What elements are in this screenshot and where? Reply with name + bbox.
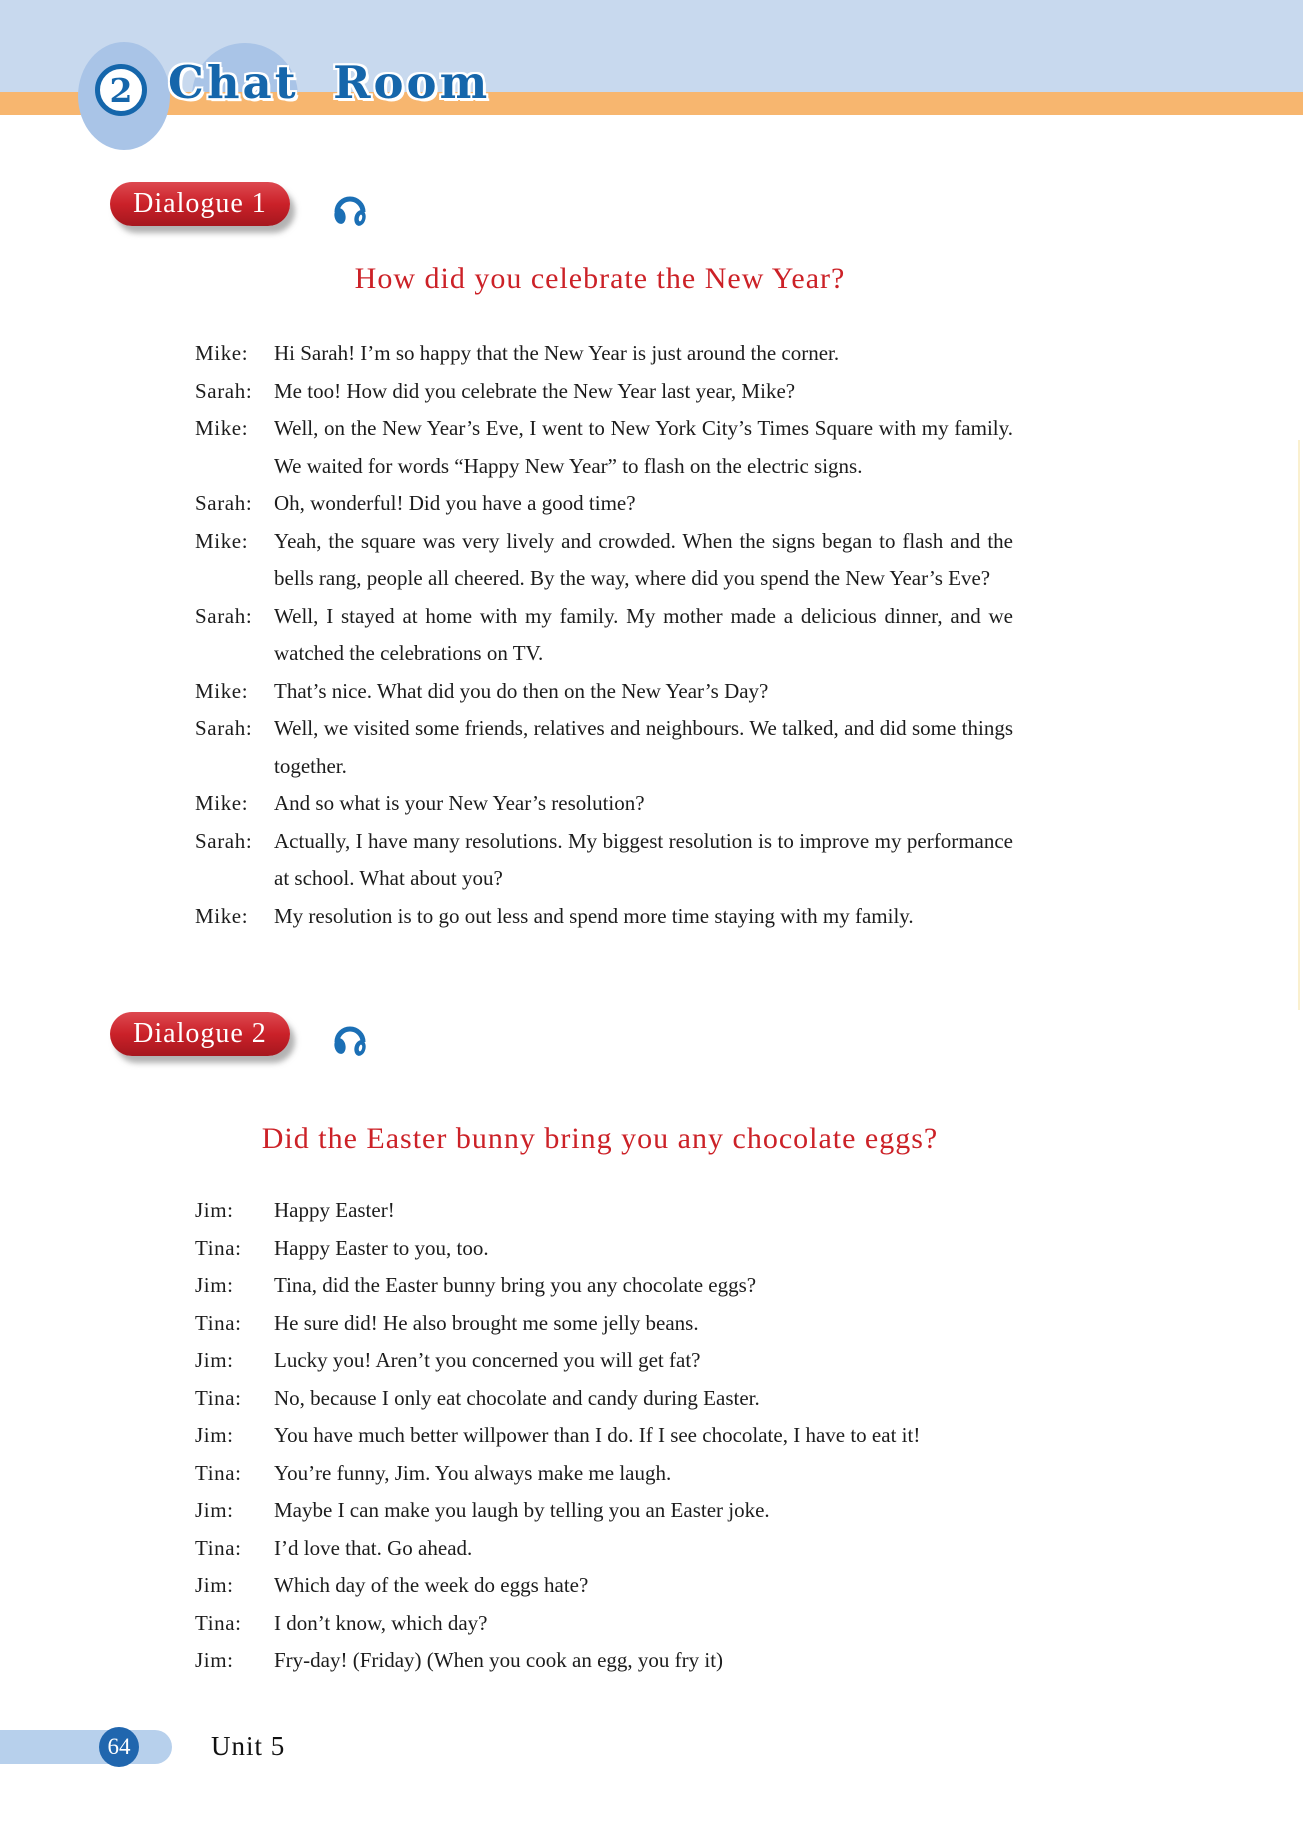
- speaker-label: Mike:: [195, 528, 249, 553]
- utterance-text: Yeah, the square was very lively and crowded. When the signs began to flash and the bells rang, people all cheered. By the way, where did you spend the New Year’s Eve?: [274, 528, 1013, 590]
- unit-label: Unit 5: [211, 1731, 286, 1761]
- dialogue-line: [195, 335, 1013, 373]
- dialogue-line: [195, 1455, 1013, 1493]
- dialogue-line: [195, 523, 1013, 598]
- utterance-text: Well, on the New Year’s Eve, I went to New York City’s Times Square with my family. We waited for words “Happy New Year” to flash on the electric signs.: [274, 416, 1013, 478]
- speaker-label: Jim:: [195, 1273, 234, 1297]
- dialogue-1-text: [195, 335, 1013, 935]
- dialogue-2-badge-label: Dialogue 2: [133, 1018, 267, 1049]
- dialogue-2-title: Did the Easter bunny bring you any chocolate eggs?: [261, 1122, 939, 1155]
- page-edge-accent: [1298, 440, 1300, 1010]
- utterance-text: You have much better willpower than I do. If I see chocolate, I have to eat it!: [274, 1423, 921, 1447]
- utterance-text: Well, we visited some friends, relatives and neighbours. We talked, and did some things together.: [274, 716, 1013, 778]
- dialogue-line: [195, 898, 1013, 936]
- utterance-text: No, because I only eat chocolate and candy during Easter.: [274, 1385, 760, 1410]
- speaker-label: Mike:: [195, 416, 249, 440]
- dialogue-2-text: [195, 1192, 1013, 1680]
- dialogue-1-badge-label: Dialogue 1: [133, 188, 267, 219]
- speaker-label: Tina:: [195, 1235, 242, 1260]
- headphones-icon[interactable]: [332, 188, 368, 228]
- utterance-text: Well, I stayed at home with my family. My mother made a delicious dinner, and we watched the celebrations on TV.: [274, 603, 1013, 665]
- speaker-label: Jim:: [195, 1648, 234, 1672]
- dialogue-line: [195, 710, 1013, 785]
- dialogue-line: [195, 1492, 1013, 1530]
- utterance-text: And so what is your New Year’s resolution?: [274, 791, 645, 815]
- speaker-label: Mike:: [195, 903, 249, 928]
- utterance-text: Happy Easter to you, too.: [274, 1235, 489, 1260]
- utterance-text: Lucky you! Aren’t you concerned you will get fat?: [274, 1348, 701, 1372]
- utterance-text: Maybe I can make you laugh by telling you an Easter joke.: [274, 1498, 770, 1522]
- speaker-label: Tina:: [195, 1610, 242, 1635]
- speaker-label: Tina:: [195, 1385, 242, 1410]
- speaker-label: Jim:: [195, 1348, 234, 1372]
- page-number-badge: [99, 1727, 139, 1767]
- speaker-label: Sarah:: [195, 603, 253, 628]
- speaker-label: Tina:: [195, 1535, 242, 1560]
- dialogue-line: [195, 1267, 1013, 1305]
- dialogue-line: [195, 1567, 1013, 1605]
- speaker-label: Sarah:: [195, 378, 253, 403]
- speaker-label: Jim:: [195, 1423, 234, 1447]
- utterance-text: Which day of the week do eggs hate?: [274, 1573, 589, 1597]
- dialogue-line: [195, 1642, 1013, 1680]
- dialogue-line: [195, 1380, 1013, 1418]
- speaker-label: Mike:: [195, 341, 249, 365]
- unit-number: 2: [109, 70, 133, 110]
- speaker-label: Jim:: [195, 1198, 234, 1222]
- utterance-text: You’re funny, Jim. You always make me laugh.: [274, 1460, 672, 1485]
- speaker-label: Tina:: [195, 1310, 242, 1335]
- dialogue-line: [195, 485, 1013, 523]
- dialogue-line: [195, 1530, 1013, 1568]
- utterance-text: Fry-day! (Friday) (When you cook an egg, you fry it): [274, 1648, 724, 1672]
- speaker-label: Sarah:: [195, 716, 253, 740]
- utterance-text: He sure did! He also brought me some jelly beans.: [274, 1310, 699, 1335]
- dialogue-line: [195, 598, 1013, 673]
- headphones-icon[interactable]: [332, 1018, 368, 1058]
- dialogue-line: [195, 1605, 1013, 1643]
- page-number: 64: [107, 1734, 131, 1759]
- dialogue-line: [195, 785, 1013, 823]
- utterance-text: I’d love that. Go ahead.: [274, 1535, 473, 1560]
- dialogue-line: [195, 373, 1013, 411]
- speaker-label: Mike:: [195, 678, 249, 703]
- speaker-label: Jim:: [195, 1573, 234, 1597]
- dialogue-line: [195, 410, 1013, 485]
- dialogue-1-title: How did you celebrate the New Year?: [354, 262, 846, 295]
- speaker-label: Jim:: [195, 1498, 234, 1522]
- dialogue-line: [195, 1192, 1013, 1230]
- dialogue-line: [195, 1342, 1013, 1380]
- speaker-label: Tina:: [195, 1460, 242, 1485]
- dialogue-line: [195, 1305, 1013, 1343]
- utterance-text: Actually, I have many resolutions. My biggest resolution is to improve my performance at school. What about you?: [274, 828, 1013, 890]
- dialogue-2-badge: [110, 1012, 290, 1056]
- utterance-text: My resolution is to go out less and spend more time staying with my family.: [274, 903, 914, 928]
- utterance-text: I don’t know, which day?: [274, 1610, 488, 1635]
- dialogue-line: [195, 823, 1013, 898]
- dialogue-line: [195, 1417, 1013, 1455]
- dialogue-line: [195, 1230, 1013, 1268]
- utterance-text: Oh, wonderful! Did you have a good time?: [274, 491, 636, 515]
- footer-pill: [0, 1730, 172, 1764]
- speaker-label: Sarah:: [195, 828, 253, 853]
- utterance-text: Me too! How did you celebrate the New Year last year, Mike?: [274, 378, 796, 403]
- speaker-label: Sarah:: [195, 491, 253, 515]
- utterance-text: Tina, did the Easter bunny bring you any chocolate eggs?: [274, 1273, 757, 1297]
- utterance-text: Happy Easter!: [274, 1198, 395, 1222]
- dialogue-line: [195, 673, 1013, 711]
- dialogue-1-badge: [110, 182, 290, 226]
- page-title: Chat Room: [168, 56, 491, 109]
- unit-number-circle: [95, 64, 147, 116]
- utterance-text: Hi Sarah! I’m so happy that the New Year is just around the corner.: [274, 341, 840, 365]
- speaker-label: Mike:: [195, 791, 249, 815]
- utterance-text: That’s nice. What did you do then on the New Year’s Day?: [274, 678, 769, 703]
